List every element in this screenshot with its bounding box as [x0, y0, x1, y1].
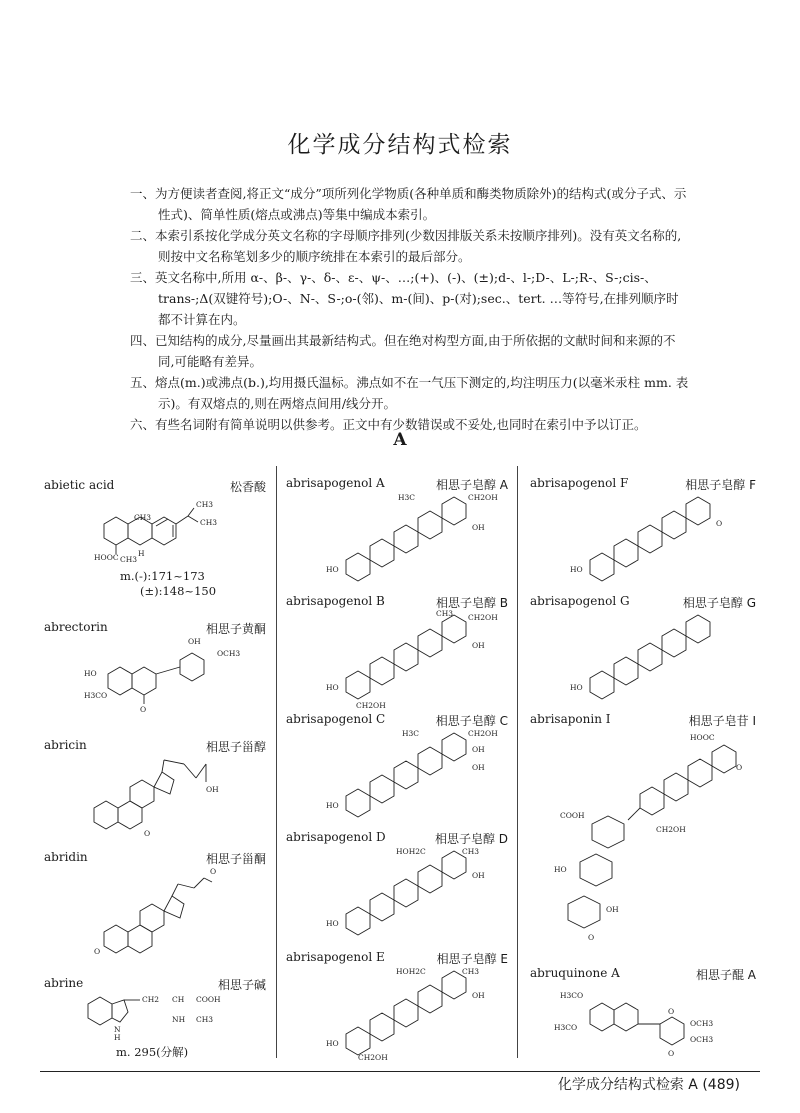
english-name: abrisaponin I [530, 712, 611, 726]
chinese-name: 松香酸 [229, 480, 266, 494]
label: NH [172, 1015, 186, 1024]
english-name: abrisapogenol F [530, 476, 629, 490]
label: H [138, 549, 145, 558]
structure-abrisapogenol-e [326, 964, 506, 1060]
footer-title: 化学成分结构式检索 A [557, 1077, 698, 1093]
label: H3C [402, 729, 420, 738]
chinese-name: 相思子皂醇 E [436, 952, 508, 966]
chinese-name: 相思子皂醇 A [435, 478, 508, 492]
label: CH2OH [656, 825, 686, 834]
footer-rule [40, 1071, 760, 1072]
label: CH3 [436, 609, 454, 618]
intro-text: 本索引系按化学成分英文名称的字母顺序排列(少数因排版关系未按顺序排列)。没有英文名称的,则按中文名称笔划多少的顺序统排在本索引的最后部分。 [155, 228, 682, 264]
label: O [668, 1007, 675, 1016]
label: CH3 [200, 518, 218, 527]
entry-abrisaponin-i [530, 712, 756, 962]
label: CH2OH [468, 613, 498, 622]
entry-abrectorin [44, 620, 266, 720]
column-divider [517, 466, 518, 1058]
label: H3CO [84, 691, 108, 700]
intro-item [130, 330, 690, 372]
label: OCH3 [690, 1019, 714, 1028]
structure-abrisaponin-i [540, 728, 750, 958]
intro-text: 已知结构的成分,尽量画出其最新结构式。但在绝对构型方面,由于所依据的文献时间和来源的不同,可能略有差异。 [155, 333, 676, 369]
label: CH2OH [468, 729, 498, 738]
label: OH [472, 641, 485, 650]
label: H3C [398, 493, 416, 502]
label: OH [206, 785, 219, 794]
label: HO [326, 1039, 339, 1048]
english-name: abrisapogenol B [286, 594, 385, 608]
intro-text: 有些名词附有简单说明以供参考。正文中有少数错误或不妥处,也同时在索引中予以订正。 [155, 417, 647, 432]
melting-point: (±):148~150 [140, 584, 217, 598]
structure-abridin [94, 864, 264, 956]
melting-point: m.(-):171~173 [120, 569, 205, 583]
english-name: abrisapogenol C [286, 712, 386, 726]
structure-abrisapogenol-a [326, 490, 506, 586]
intro-label: 三、 [130, 270, 156, 285]
chinese-name: 相思子皂醇 D [434, 832, 508, 846]
entry-abrisapogenol-e [286, 950, 508, 1062]
label: CH3 [196, 500, 214, 509]
label: CH3 [462, 847, 480, 856]
label: OCH3 [690, 1035, 714, 1044]
label: OCH3 [217, 649, 241, 658]
label: HO [326, 919, 339, 928]
label: OH [472, 745, 485, 754]
page-title: 化学成分结构式检索 [287, 132, 513, 158]
label: CH [172, 995, 185, 1004]
label: HOOC [94, 553, 119, 562]
melting-point: m. 295(分解) [116, 1045, 189, 1059]
structure-abietic-acid [94, 494, 224, 566]
section-letter: A [393, 430, 407, 450]
english-name: abridin [44, 850, 88, 864]
structure-abrisapogenol-g [570, 608, 750, 704]
label: CH3 [462, 967, 480, 976]
label: O [144, 829, 151, 838]
label: O [736, 763, 743, 772]
page-number: (489) [702, 1077, 740, 1093]
entry-abrisapogenol-a [286, 476, 508, 586]
label: H3CO [560, 991, 584, 1000]
entry-abrisapogenol-g [530, 594, 756, 704]
chinese-name: 相思子皂醇 G [682, 596, 756, 610]
entry-abrisapogenol-d [286, 830, 508, 940]
label: CH3 [120, 555, 138, 564]
label: H [114, 1033, 121, 1042]
intro-item [130, 183, 690, 225]
label: CH2OH [356, 701, 386, 710]
label: O [210, 867, 217, 876]
entry-abridin [44, 850, 266, 960]
intro-item [130, 225, 690, 267]
english-name: abricin [44, 738, 87, 752]
english-name: abrine [44, 976, 84, 990]
label: COOH [196, 995, 221, 1004]
label: HOOC [690, 733, 715, 742]
label: CH2OH [358, 1053, 388, 1062]
intro-label: 二、 [130, 228, 156, 243]
label: COOH [560, 811, 585, 820]
intro-notes [130, 183, 690, 435]
intro-label: 一、 [130, 186, 156, 201]
chinese-name: 相思子皂醇 F [685, 478, 756, 492]
structure-abricin [84, 752, 264, 838]
intro-label: 五、 [130, 375, 156, 390]
page-footer [558, 1074, 740, 1094]
label: H3CO [554, 1023, 578, 1032]
entry-abrisapogenol-c [286, 712, 508, 822]
structure-abrisapogenol-f [570, 490, 750, 586]
entry-abrisapogenol-f [530, 476, 756, 586]
label: HO [554, 865, 567, 874]
label: OH [472, 871, 485, 880]
intro-text: 英文名称中,所用 α-、β-、γ-、δ-、ε-、ψ-、…;(+)、(-)、(±);d-、l-;D-、L-;R-、S-;cis-、trans-;Δ(双键符号);O-、N-、S-;o-(邻)、m-(间)、p-(对);sec.、tert. …等符号,在排列顺序时都不计算在内。 [155, 270, 679, 327]
label: OH [606, 905, 619, 914]
label: CH2 [142, 995, 160, 1004]
label: HOH2C [396, 967, 426, 976]
label: OH [472, 991, 485, 1000]
label: OH [188, 637, 201, 646]
label: O [716, 519, 723, 528]
label: HOH2C [396, 847, 426, 856]
intro-label: 六、 [130, 417, 156, 432]
english-name: abrectorin [44, 620, 108, 634]
structure-abrisapogenol-d [326, 844, 506, 940]
intro-item [130, 267, 690, 330]
english-name: abrisapogenol G [530, 594, 630, 608]
label: O [140, 705, 147, 714]
intro-item [130, 372, 690, 414]
label: N [114, 1025, 121, 1034]
intro-label: 四、 [130, 333, 156, 348]
column-divider [276, 466, 277, 1058]
chinese-name: 相思子碱 [217, 978, 266, 992]
entry-abruquinone-a [530, 966, 756, 1062]
entry-abrisapogenol-b [286, 594, 508, 710]
english-name: abrisapogenol E [286, 950, 385, 964]
english-name: abietic acid [44, 478, 115, 492]
label: HO [570, 683, 583, 692]
structure-abruquinone-a [550, 980, 750, 1060]
structure-abrisapogenol-c [326, 726, 506, 822]
structure-abrine [84, 990, 264, 1040]
label: O [668, 1049, 675, 1058]
label: CH3 [196, 1015, 214, 1024]
chinese-name: 相思子皂苷 I [688, 714, 756, 728]
label: HO [570, 565, 583, 574]
label: O [588, 933, 595, 942]
label: HO [326, 683, 339, 692]
label: CH3 [134, 513, 152, 522]
english-name: abrisapogenol D [286, 830, 386, 844]
label: HO [326, 801, 339, 810]
intro-text: 为方便读者查阅,将正文“成分”项所列化学物质(各种单质和酶类物质除外)的结构式(或分子式、示性式)、简单性质(熔点或沸点)等集中编成本索引。 [155, 186, 687, 222]
chinese-name: 相思子黄酮 [205, 622, 266, 636]
chinese-name: 相思子皂醇 C [435, 714, 508, 728]
label: CH2OH [468, 493, 498, 502]
chinese-name: 相思子皂醇 B [435, 596, 508, 610]
label: HO [84, 669, 97, 678]
structure-abrectorin [84, 634, 244, 714]
label: OH [472, 523, 485, 532]
label: OH [472, 763, 485, 772]
chinese-name: 相思子甾醇 [205, 740, 266, 754]
entry-abricin [44, 738, 266, 838]
structure-abrisapogenol-b [326, 608, 506, 710]
english-name: abruquinone A [530, 966, 620, 980]
entry-abrine [44, 976, 266, 1062]
label: HO [326, 565, 339, 574]
intro-text: 熔点(m.)或沸点(b.),均用摄氏温标。沸点如不在一气压下测定的,均注明压力(以毫米汞柱 mm. 表示)。有双熔点的,则在两熔点间用/线分开。 [155, 375, 689, 411]
label: O [94, 947, 101, 956]
english-name: abrisapogenol A [286, 476, 385, 490]
entry-abietic-acid [44, 478, 266, 598]
chinese-name: 相思子醌 A [695, 968, 756, 982]
chinese-name: 相思子甾酮 [205, 852, 266, 866]
